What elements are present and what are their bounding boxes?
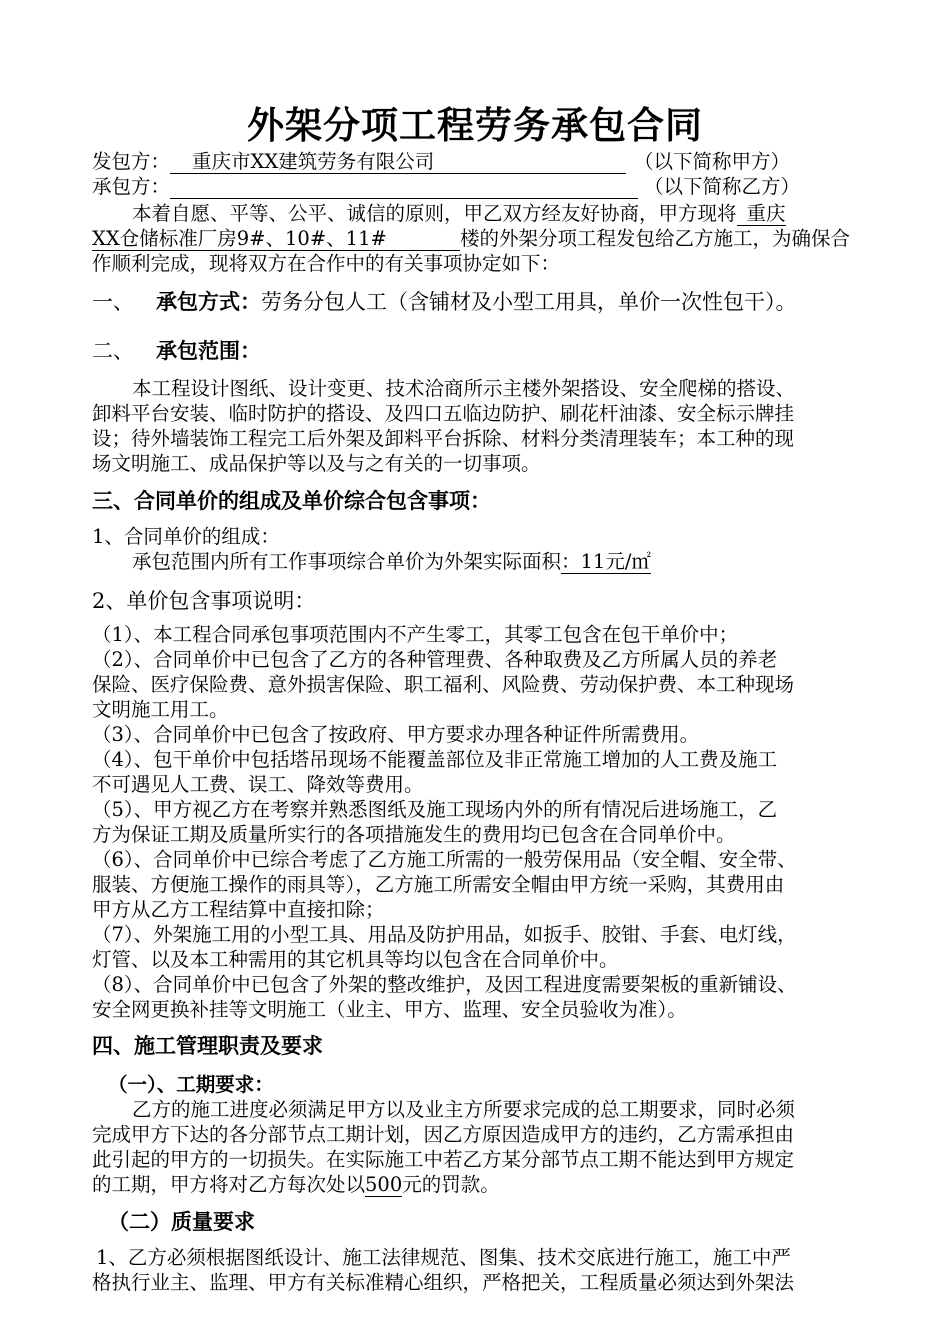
included-item-line: （2）、合同单价中已包含了乙方的各种管理费、各种取费及乙方所属人员的养老	[92, 648, 778, 671]
unit-price-value: ：11元/㎡	[561, 550, 651, 573]
scope-line: 本工程设计图纸、设计变更、技术洽商所示主楼外架搭设、安全爬梯的搭设、	[132, 377, 796, 400]
subsection-heading: （二）质量要求	[108, 1209, 255, 1234]
section-3-heading: 三、合同单价的组成及单价综合包含事项：	[92, 488, 491, 513]
section-2-heading	[92, 339, 261, 363]
project-name: XX仓储标准厂房9#、10#、11#	[92, 228, 460, 251]
scope-line: 场文明施工、成品保护等以及与之有关的一切事项。	[92, 452, 541, 475]
included-item-line: 文明施工用工。	[92, 698, 229, 721]
included-item-line: （7）、外架施工用的小型工具、用品及防护用品，如扳手、胶钳、手套、电灯线，	[92, 923, 797, 946]
penalty-amount: 500	[365, 1173, 403, 1196]
included-item-line: （1）、本工程合同承包事项范围内不产生零工，其零工包含在包干单价中；	[92, 623, 739, 646]
quality-line: 1、乙方必须根据图纸设计、施工法律规范、图集、技术交底进行施工，施工中严	[96, 1246, 791, 1269]
unit-price-line	[132, 550, 651, 574]
subsection-heading: （一）、工期要求：	[108, 1073, 274, 1096]
schedule-line: 完成甲方下达的各分部节点工期计划，因乙方原因造成甲方的违约，乙方需承担由	[92, 1123, 795, 1146]
section-1	[92, 290, 797, 314]
quality-line: 格执行业主、监理、甲方有关标准精心组织，严格把关，工程质量必须达到外架法	[92, 1271, 795, 1294]
included-item-line: （8）、合同单价中已包含了外架的整改维护，及因工程进度需要架板的重新铺设、	[92, 973, 797, 996]
party-a-line	[92, 150, 790, 174]
section-title: 承包方式：	[156, 289, 261, 314]
subsection-heading: 1、合同单价的组成：	[92, 525, 280, 548]
intro-line-3: 作顺利完成，现将双方在合作中的有关事项协定如下：	[92, 252, 561, 275]
included-item-line: （5）、甲方视乙方在考察并熟悉图纸及施工现场内外的所有情况后进场施工，乙	[92, 798, 778, 821]
intro-line-1	[132, 202, 786, 226]
document-title: 外架分项工程劳务承包合同	[247, 103, 703, 147]
section-4-heading: 四、施工管理职责及要求	[92, 1033, 323, 1058]
schedule-line: 乙方的施工进度必须满足甲方以及业主方所要求完成的总工期要求，同时必须	[132, 1098, 796, 1121]
scope-line: 设；待外墙装饰工程完工后外架及卸料平台拆除、材料分类清理装车；本工种的现	[92, 427, 795, 450]
schedule-text: 的工期，甲方将对乙方每次处以	[92, 1173, 366, 1196]
included-item-line: 甲方从乙方工程结算中直接扣除；	[92, 898, 385, 921]
included-item-line: （3）、合同单价中已包含了按政府、甲方要求办理各种证件所需费用。	[92, 723, 700, 746]
included-item-line: 保险、医疗保险费、意外损害保险、职工福利、风险费、劳动保护费、本工种现场	[92, 673, 795, 696]
unit-price-text: 承包范围内所有工作事项综合单价为外架实际面积	[132, 550, 562, 573]
project-location: 重庆	[737, 203, 786, 226]
included-item-line: （6）、合同单价中已综合考虑了乙方施工所需的一般劳保用品（安全帽、安全带、	[92, 848, 797, 871]
party-b-line	[92, 175, 800, 199]
party-b-note: （以下简称乙方）	[644, 175, 801, 198]
included-item-line: 服装、方便施工操作的雨具等），乙方施工所需安全帽由甲方统一采购，其费用由	[92, 873, 785, 896]
intro-text: 楼的外架分项工程发包给乙方施工，为确保合	[460, 227, 851, 250]
schedule-text: 元的罚款。	[402, 1173, 500, 1196]
schedule-line: 此引起的甲方的一切损失。在实际施工中若乙方某分部节点工期不能达到甲方规定	[92, 1148, 795, 1171]
party-a-value: 重庆市XX建筑劳务有限公司	[170, 151, 626, 174]
subsection-heading: 2、单价包含事项说明：	[92, 589, 316, 613]
included-item-line: 不可遇见人工费、误工、降效等费用。	[92, 773, 424, 796]
party-a-label: 发包方：	[92, 150, 171, 173]
intro-line-2	[92, 227, 850, 251]
scope-line: 卸料平台安装、临时防护的搭设、及四口五临边防护、刷花杆油漆、安全标示牌挂	[92, 402, 795, 425]
intro-text: 本着自愿、平等、公平、诚信的原则，甲乙双方经友好协商，甲方现将	[132, 202, 737, 225]
included-item-line: （4）、包干单价中包括塔吊现场不能覆盖部位及非正常施工增加的人工费及施工	[92, 748, 778, 771]
section-number: 二、	[92, 339, 134, 363]
included-item-line: 灯管、以及本工种需用的其它机具等均以包含在合同单价中。	[92, 948, 619, 971]
section-text: 劳务分包人工（含铺材及小型工用具，单价一次性包干）。	[261, 290, 797, 314]
included-item-line: 安全网更换补挂等文明施工（业主、甲方、监理、安全员验收为准）。	[92, 998, 687, 1021]
included-item-line: 方为保证工期及质量所实行的各项措施发生的费用均已包含在合同单价中。	[92, 823, 736, 846]
party-a-note: （以下简称甲方）	[634, 150, 791, 173]
party-b-value	[170, 176, 638, 199]
party-b-label: 承包方：	[92, 175, 171, 198]
section-number: 一、	[92, 290, 134, 314]
section-title: 承包范围：	[156, 338, 261, 363]
schedule-line	[92, 1173, 500, 1197]
